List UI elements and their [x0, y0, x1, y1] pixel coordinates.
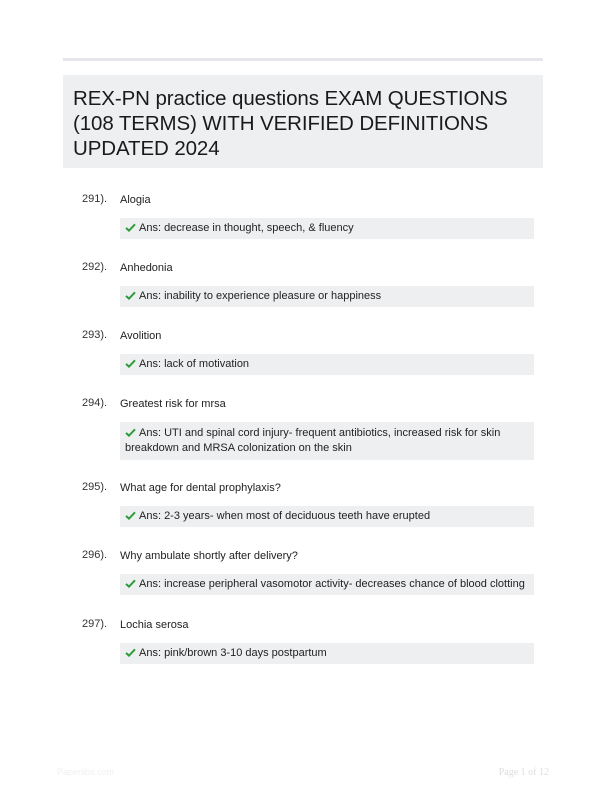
answer-text: Ans: lack of motivation	[139, 358, 250, 370]
question-number: 292).	[82, 261, 108, 273]
question-number: 296).	[82, 549, 108, 561]
answer-text: Ans: decrease in thought, speech, & fluency	[139, 222, 354, 234]
document-title: REX-PN practice questions EXAM QUESTIONS (108 TERMS) WITH VERIFIED DEFINITIONS UPDATED 2024	[73, 87, 508, 160]
answer-box	[120, 354, 534, 375]
answer-text: Ans: 2-3 years- when most of deciduous teeth have erupted	[139, 510, 431, 522]
answer-text: Ans: inability to experience pleasure or happiness	[139, 290, 382, 302]
check-icon	[125, 579, 136, 588]
answer-box	[120, 643, 534, 664]
question-number: 295).	[82, 481, 108, 493]
check-icon	[125, 223, 136, 232]
check-icon	[125, 511, 136, 520]
answer-box	[120, 422, 534, 460]
question-text: Anhedonia	[120, 262, 173, 274]
question-number: 293).	[82, 329, 108, 341]
question-text: Greatest risk for mrsa	[120, 398, 226, 410]
title-banner	[63, 75, 543, 168]
question-text: Alogia	[120, 194, 151, 206]
question-number: 294).	[82, 397, 108, 409]
answer-text: Ans: pink/brown 3-10 days postpartum	[139, 647, 327, 659]
page-number: Page 1 of 12	[498, 767, 549, 778]
check-icon	[125, 428, 136, 437]
question-number: 297).	[82, 618, 108, 630]
answer-box	[120, 286, 534, 307]
question-text: Avolition	[120, 330, 162, 342]
question-text: Why ambulate shortly after delivery?	[120, 550, 298, 562]
check-icon	[125, 359, 136, 368]
question-text: What age for dental prophylaxis?	[120, 482, 281, 494]
footer-watermark: Paperlibs.com	[57, 767, 115, 777]
answer-box	[120, 218, 534, 239]
check-icon	[125, 648, 136, 657]
question-text: Lochia serosa	[120, 619, 189, 631]
check-icon	[125, 291, 136, 300]
answer-text: Ans: increase peripheral vasomotor activity- decreases chance of blood clotting	[139, 578, 525, 590]
top-divider	[63, 58, 543, 61]
answer-text: Ans: UTI and spinal cord injury- frequent antibiotics, increased risk for skin breakdown and MRSA colonization on the skin	[125, 427, 501, 454]
answer-box	[120, 574, 534, 595]
answer-box	[120, 506, 534, 527]
question-number: 291).	[82, 193, 108, 205]
